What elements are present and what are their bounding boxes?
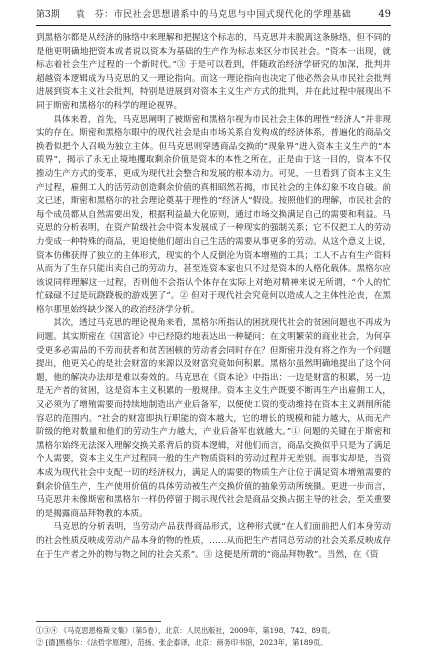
footnote: ①③④ 《马克思恩格斯文集》（第5卷），北京：人民出版社，2009年，第198、742、89页。: [36, 626, 335, 635]
paragraph: 马克思的分析表明，当劳动产品获得商品形式，这种形式就“在人们面前把人们本身劳动的社会性质反映成劳动产品本身的物的性质，……从而把生产者同总劳动的社会关系反映成存在于生产者之外的物与物之间的社会关系”。③ 这便是所谓的“商品拜物教”。当然，在《资: [36, 522, 391, 560]
paragraph: 具体来看，首先，马克思阐明了被斯密和黑格尔视为市民社会主体的理性“经济人”并非现实的存在。斯密和黑格尔眼中的现代社会是由市场关系自发构成的经济体系，普遍化的商品交换看似把个人召唤为独立主体。但马克思则穿透商品交换的“现象界”进入资本主义生产的“本质界”，揭示了永无止境地攫取剩余价值是资本的本性之所在，正是由于这一目的，资本不仅推动生产方式的变革，更成为现代社会整合和发展的根本动力。可见，一旦看到了资本主义生产过程，雇佣工人的活劳动创造剩余价值的真相昭然若揭，市民社会的主体幻象不攻自破。前文已述，斯密和黑格尔的社会理论奠基于理性的“经济人”假设。按照他们的理解，市民社会的每个成员都从自然需要出发，根据利益最大化原则，通过市场交换满足自己的需要和利益。马克思的分析表明，在资产阶级社会中资本发展成了一种现实的强制关系；它不仅把工人的劳动力变成一种特殊的商品，更迫使他们超出自己生活的需要从事更多的劳动。从这个意义上说，资本仿佛获得了独立的主体形式，现实的个人反倒沦为资本增殖的工具；工人不占有生产资料从而为了生存只能出卖自己的劳动力，甚至连资本家也只不过是资本的人格化载体。黑格尔应该说同样理解这一过程，否则他不会指认个体存在实际上对绝对精神来说无所谓，“个人的忙忙碌碌不过是玩跷跷板的游戏罢了”。② 但对于现代社会究竟何以造成人之主体性沦丧，在黑格尔那里始终缺少深入的政治经济学分析。: [36, 114, 391, 315]
body-text: [36, 32, 391, 562]
paragraph: 到黑格尔都是从经济的脉络中来理解和把握这个标志的，马克思并未脱离这条脉络，但不同的是他更明确地把资本或者说以资本为基础的生产作为标志来区分市民社会。“资本一出现，就标志着社会生产过程的一个新时代。”③ 于是可以看到，伴随政治经济学研究的加深，批判并超越资本逻辑成为马克思的又一理论指向。而这一理论指向也决定了他必然会从市民社会批判进展到资本主义社会批判，特别是进展到对资本主义生产方式的批判，并在此过程中展现出不同于斯密和黑格尔的科学的理论视界。: [36, 33, 391, 111]
footnote-rule: [36, 621, 161, 622]
running-header: [36, 6, 391, 24]
running-title: 袁 芬：市民社会思想谱系中的马克思与中国式现代化的学理基础: [75, 10, 352, 20]
footnote: ② [德]黑格尔：《法哲学原理》，范扬、张企泰译，北京：商务印书馆，2023年，第189页。: [36, 638, 328, 647]
header-rule: [36, 25, 391, 26]
paragraph: 其次，透过马克思的理论视角来看，黑格尔所指认的困扰现代社会的贫困问题也不再成为问题。其实斯密在《国富论》中已经隐约地表达出一种疑问：在文明繁荣的商业社会，为何享受更多必需品的不劳而获者和贫苦困顿的劳动者会同时存在？但斯密并没有将之作为一个问题提出，他更关心的是社会财富的来源以及财富究竟如何积累。黑格尔虽然明确地提出了这个问题，他的解决办法却是难以奏效的。马克思在《资本论》中指出：一边是财富的积累，另一边是无产者的贫困，这是资本主义积累的一般规律。资本主义生产既要不断再生产出雇佣工人，又必须为了增殖需要而持续地制造出产业后备军，以便使工资的变动维持在资本主义剥削所能容忍的范围内。“社会的财富即执行职能的资本越大，它的增长的规模和能力越大，从而无产阶级的绝对数量和他们的劳动生产力越大，产业后备军也就越大。”① 问题的关键在于斯密和黑格尔始终无法深入理解交换关系背后的资本逻辑，对他们而言，商品交换似乎只是为了满足个人需要，资本主义生产过程同一般的生产物质资料的劳动过程并无差别。而事实却是，当资本成为现代社会中支配一切的经济权力，满足人的需要的物质生产让位于满足资本增殖需要的剩余价值生产，生产使用价值的具体劳动被生产交换价值的抽象劳动所统摄。更进一步而言，马克思并未像斯密和黑格尔一样仍停留于揭示现代社会是商品交换占据主导的社会，至关重要的是揭露商品拜物教的本质。: [36, 318, 391, 519]
issue-number: 第3期: [36, 10, 60, 20]
footnotes: [36, 625, 391, 649]
page-number: 49: [378, 9, 391, 20]
